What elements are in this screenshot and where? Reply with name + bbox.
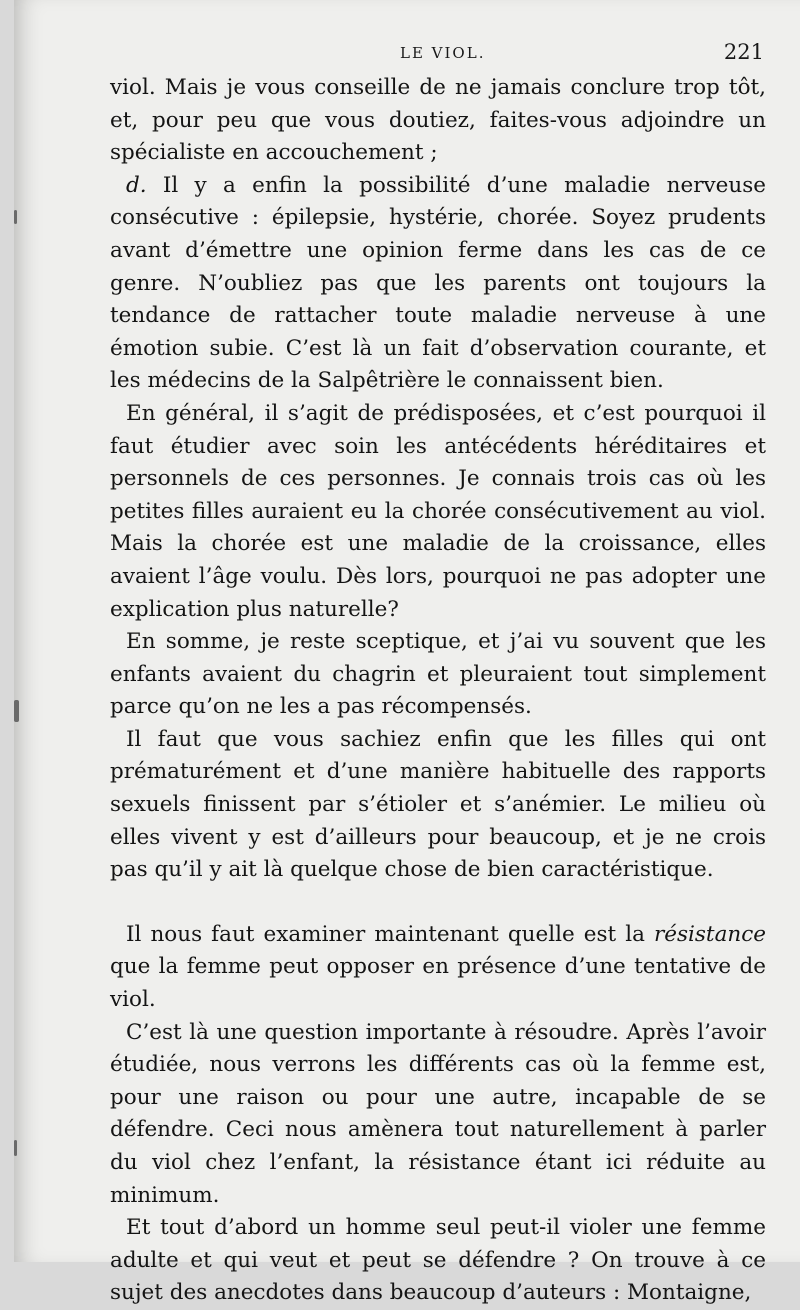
item-label: d. [126,172,147,198]
emphasized-term: résistance [653,921,766,947]
margin-mark [14,210,17,224]
margin-mark [14,1140,17,1156]
running-title: LE VIOL. [400,44,486,62]
paragraph-6 [110,919,766,1017]
paragraph-3: En général, il s’agit de prédisposées, et c’est pourquoi il faut étudier avec soin les antécédents héréditaires et personnels de ces personnes. Je connais trois cas où les petites filles auraient eu la chorée consécutivement au viol. Mais la chorée est une maladie de la croissance, elles avaient l’âge voulu. Dès lors, pourquoi ne pas adopter une explication plus naturelle? [110,400,766,622]
paragraph-6-end: que la femme peut opposer en présence d’une tentative de viol. [110,954,766,1013]
paragraph-7: C’est là une question importante à résoudre. Après l’avoir étudiée, nous verrons les différents cas où la femme est, pour une raison ou pour une autre, incapable de se défendre. Ceci nous amènera tout naturellement à parler du viol chez l’enfant, la résistance étant ici réduite au minimum. [110,1019,766,1208]
page-number: 221 [723,40,764,64]
margin-mark [14,700,19,722]
book-page [14,0,800,1306]
paragraph-5: Il faut que vous sachiez enfin que les filles qui ont prématurément et d’une manière habituelle des rapports sexuels finissent par s’étioler et s’anémier. Le milieu où elles vivent y est d’ailleurs pour beaucoup, et je ne crois pas qu’il y ait là quelque chose de bien caractéristique. [110,726,766,883]
paragraph-2-text: Il y a enfin la possibilité d’une maladie nerveuse consécutive : épilepsie, hystérie, chorée. Soyez prudents avant d’émettre une opinion ferme dans les cas de ce genre. N’oubliez pas que les parents ont toujours la tendance de rattacher toute maladie nerveuse à une émotion subie. C’est là un fait d’observation courante, et les médecins de la Salpêtrière le connaissent bien. [110,172,766,394]
body-text [110,72,766,1310]
page-header [110,40,764,70]
paragraph-8: Et tout d’abord un homme seul peut-il violer une femme adulte et qui veut et peut se défendre ? On trouve à ce sujet des anecdotes dans beaucoup d’auteurs : Montaigne, [110,1215,766,1306]
paragraph-2 [110,170,766,398]
paragraph-6-start: Il nous faut examiner maintenant quelle est la [126,921,654,947]
paragraph-4: En somme, je reste sceptique, et j’ai vu souvent que les enfants avaient du chagrin et pleuraient tout simplement parce qu’on ne les a pas récompensés. [110,629,766,720]
paragraph-1: viol. Mais je vous conseille de ne jamais conclure trop tôt, et, pour peu que vous doutiez, faites-vous adjoindre un spécialiste en accouchement ; [110,75,766,166]
